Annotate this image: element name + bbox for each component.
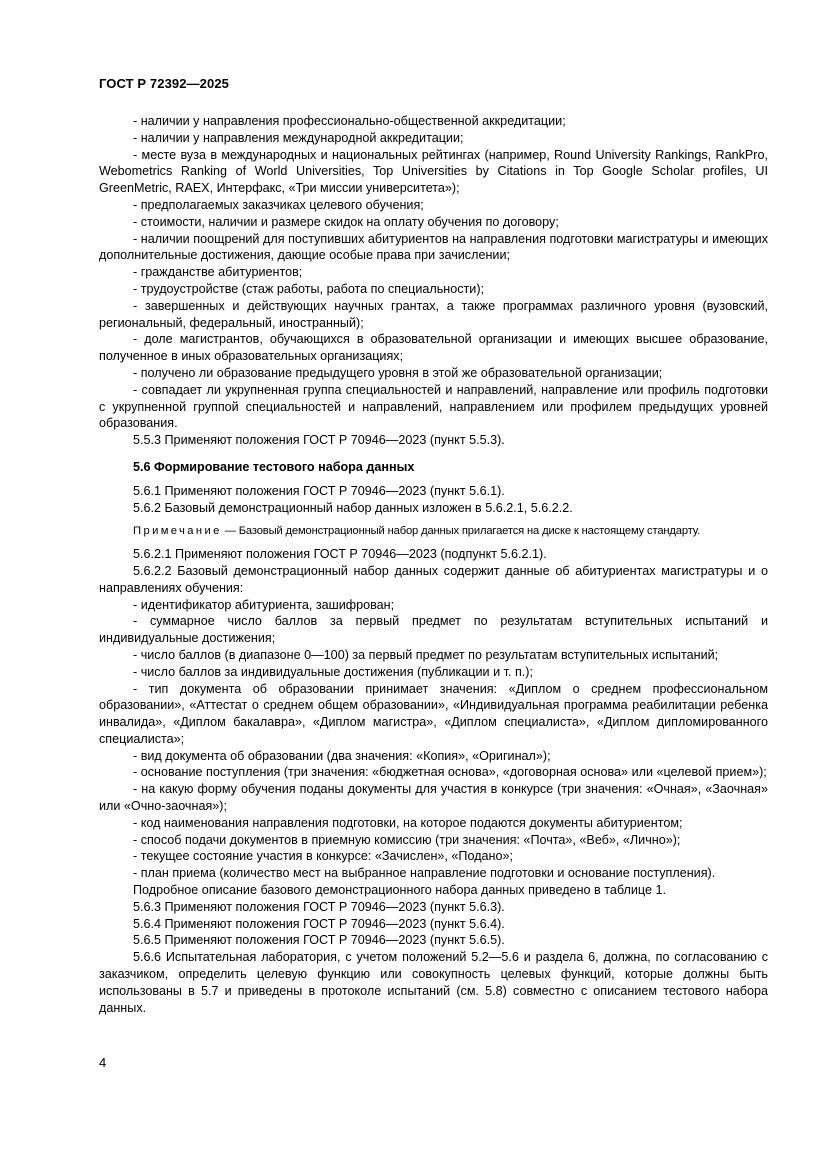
- list-item: - план приема (количество мест на выбранное направление подготовки и основание поступления).: [133, 866, 716, 881]
- paragraph-5-6-1: 5.6.1 Применяют положения ГОСТ Р 70946—2023 (пункт 5.6.1).: [133, 483, 505, 498]
- list-item: - код наименования направления подготовки, на которое подаются документы абитуриентом;: [133, 815, 683, 830]
- list-item: - на какую форму обучения поданы документы для участия в конкурсе (три значения: «Очная», «Заочная» или «Очно-заочная»);: [99, 782, 768, 814]
- note-label: Примечание: [133, 525, 222, 538]
- paragraph-5-6-3: 5.6.3 Применяют положения ГОСТ Р 70946—2023 (пункт 5.6.3).: [133, 899, 505, 914]
- paragraph-5-6-4: 5.6.4 Применяют положения ГОСТ Р 70946—2023 (пункт 5.6.4).: [133, 916, 505, 931]
- paragraph-5-6-2-1: 5.6.2.1 Применяют положения ГОСТ Р 70946—2023 (подпункт 5.6.2.1).: [133, 547, 547, 562]
- document-body: [99, 113, 768, 1016]
- list-item: - наличии у направления международной аккредитации;: [133, 130, 464, 145]
- list-item: - число баллов за индивидуальные достижения (публикации и т. п.);: [133, 664, 533, 679]
- paragraph-5-6-5: 5.6.5 Применяют положения ГОСТ Р 70946—2023 (пункт 5.6.5).: [133, 933, 505, 948]
- list-item: - идентификатор абитуриента, зашифрован;: [133, 597, 395, 612]
- note-paragraph: [99, 523, 768, 540]
- list-item: - число баллов (в диапазоне 0—100) за первый предмет по результатам вступительных испытаний;: [133, 647, 719, 662]
- list-item: - текущее состояние участия в конкурсе: «Зачислен», «Подано»;: [133, 849, 514, 864]
- list-item: - суммарное число баллов за первый предмет по результатам вступительных испытаний и индивидуальные достижения;: [99, 614, 768, 646]
- list-item: - трудоустройстве (стаж работы, работа по специальности);: [133, 281, 485, 296]
- list-item: - завершенных и действующих научных грантах, а также программах различного уровня (вузовский, региональный, федеральный, иностранный);: [99, 298, 768, 330]
- page-number: 4: [99, 1055, 107, 1070]
- paragraph-5-5-3: 5.5.3 Применяют положения ГОСТ Р 70946—2023 (пункт 5.5.3).: [133, 433, 505, 448]
- list-item: - предполагаемых заказчиках целевого обучения;: [133, 197, 424, 212]
- list-item: - наличии у направления профессионально-общественной аккредитации;: [133, 114, 566, 128]
- paragraph-5-6-2-2: 5.6.2.2 Базовый демонстрационный набор данных содержит данные об абитуриентах магистратуры и о направлениях обучения:: [99, 563, 768, 595]
- list-item: - получено ли образование предыдущего уровня в этой же образовательной организации;: [133, 365, 663, 380]
- paragraph-5-6-6: 5.6.6 Испытательная лаборатория, с учетом положений 5.2—5.6 и раздела 6, должна, по согласованию с заказчиком, определить целевую функцию или совокупность целевых функций, которые должны быть использованы в 5.7 и приведены в протоколе испытаний (см. 5.8) совместно с описанием тестового набора данных.: [99, 950, 768, 1015]
- list-item: - гражданстве абитуриентов;: [133, 265, 303, 280]
- paragraph-5-6-2: 5.6.2 Базовый демонстрационный набор данных изложен в 5.6.2.1, 5.6.2.2.: [133, 500, 573, 515]
- list-item: - тип документа об образовании принимает значения: «Диплом о среднем профессиональном образовании», «Аттестат о среднем общем образовании», «Индивидуальная программа реабилитации ребенка инвалида», «Диплом бакалавра», «Диплом магистра», «Диплом специалиста», «Диплом дипломированного специалиста»;: [99, 681, 768, 746]
- list-item: - вид документа об образовании (два значения: «Копия», «Оригинал»);: [133, 748, 551, 763]
- note-text: — Базовый демонстрационный набор данных прилагается на диске к настоящему стандарту.: [221, 525, 701, 538]
- list-item: - месте вуза в международных и национальных рейтингах (например, Round University Rankings, RankPro, Webometrics Ranking of World Universities, Top Universities by Citations in Top Google Scholar profiles, UI GreenMetric, RAEX, Интерфакс, «Три миссии университета»);: [99, 147, 768, 196]
- list-item: - совпадает ли укрупненная группа специальностей и направлений, направление или профиль подготовки с укрупненной группой специальностей и направлений, направлением или профилем предыдущих уровней образования.: [99, 382, 768, 431]
- document-header: ГОСТ Р 72392—2025: [99, 76, 229, 91]
- list-item: - способ подачи документов в приемную комиссию (три значения: «Почта», «Веб», «Лично»);: [133, 832, 681, 847]
- paragraph-table-reference: Подробное описание базового демонстрационного набора данных приведено в таблице 1.: [133, 883, 666, 898]
- section-heading: 5.6 Формирование тестового набора данных: [133, 459, 415, 474]
- list-item: - стоимости, наличии и размере скидок на оплату обучения по договору;: [133, 214, 559, 229]
- list-item: - доле магистрантов, обучающихся в образовательной организации и имеющих высшее образование, полученное в иных образовательных организациях;: [99, 332, 768, 364]
- list-item: - основание поступления (три значения: «бюджетная основа», «договорная основа» или «целевой прием»);: [133, 765, 767, 780]
- list-item: - наличии поощрений для поступивших абитуриентов на направления подготовки магистратуры и имеющих дополнительные достижения, дающие особые права при зачислении;: [99, 231, 768, 263]
